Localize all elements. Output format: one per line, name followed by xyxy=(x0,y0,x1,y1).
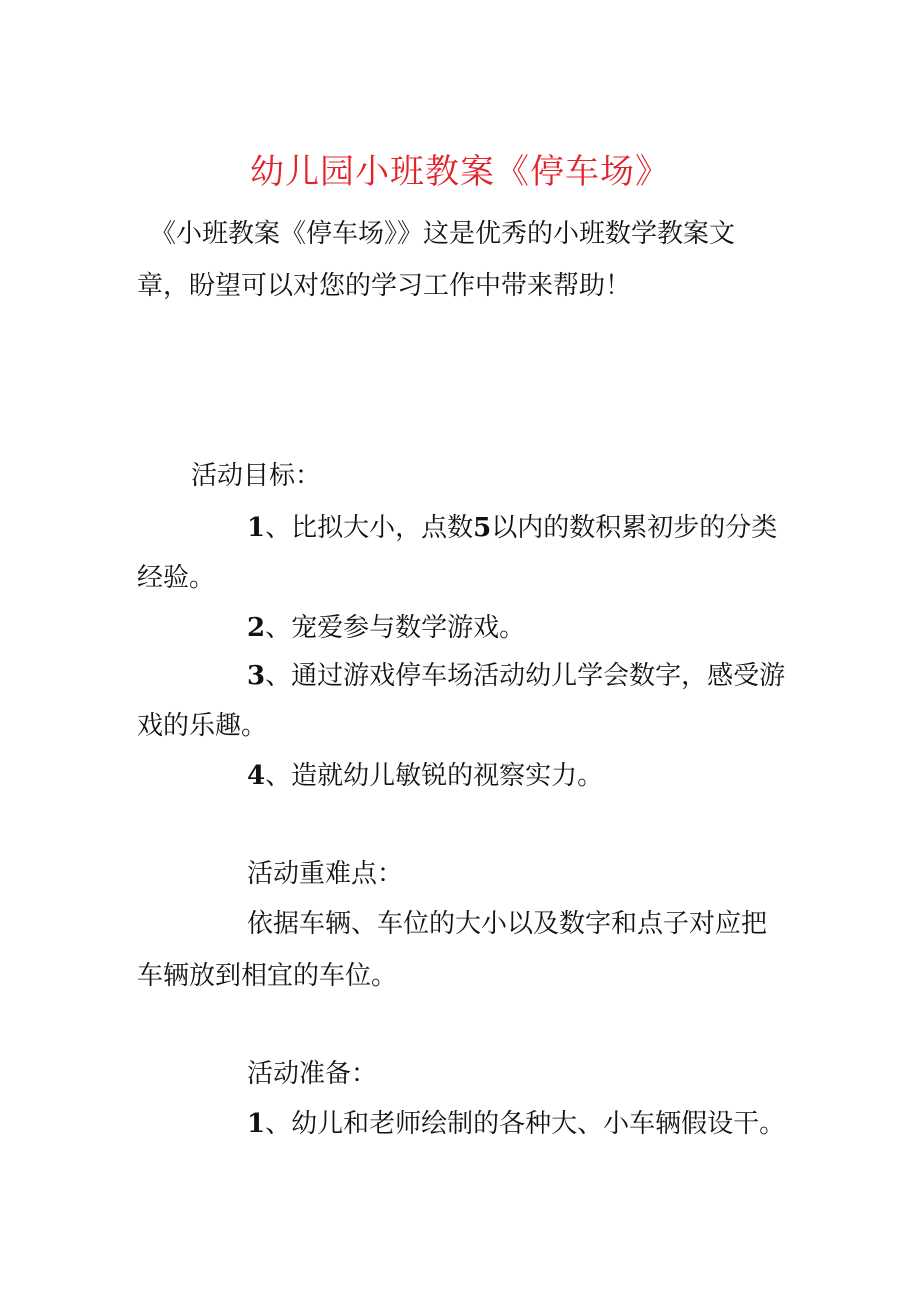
goal-item-3 xyxy=(247,660,785,692)
goal-item-2 xyxy=(247,612,525,644)
goal-item-1-text-2: 以内的数积累初步的分类 xyxy=(491,513,778,543)
goal-item-3-number: 3 xyxy=(247,661,266,691)
goal-item-2-text: 、宠爱参与数学游戏。 xyxy=(265,613,526,643)
goal-item-1-text: 、比拟大小，点数 xyxy=(265,513,474,543)
preparation-item-1-number: 1 xyxy=(247,1109,266,1139)
goal-item-4-text: 、造就幼儿敏锐的视察实力。 xyxy=(265,761,604,791)
key-points-line-1: 依据车辆、车位的大小以及数字和点子对应把 xyxy=(247,909,768,939)
key-points-heading: 活动重难点： xyxy=(247,859,404,889)
intro-line-1: 《小班教案《停车场》》这是优秀的小班数学教案文 xyxy=(150,219,736,249)
document-title: 幼儿园小班教案《停车场》 xyxy=(250,152,670,192)
preparation-item-1 xyxy=(247,1108,785,1140)
goal-item-2-number: 2 xyxy=(247,613,266,643)
goal-item-3-continuation: 戏的乐趣。 xyxy=(137,711,268,741)
intro-line-2: 章，盼望可以对您的学习工作中带来帮助！ xyxy=(137,271,632,301)
preparation-heading: 活动准备： xyxy=(247,1059,378,1089)
goals-heading: 活动目标： xyxy=(191,461,322,491)
goal-item-1-number: 1 xyxy=(247,513,266,543)
goal-item-4 xyxy=(247,760,603,792)
goal-item-1 xyxy=(247,512,777,544)
preparation-item-1-text: 、幼儿和老师绘制的各种大、小车辆假设干。 xyxy=(265,1109,786,1139)
goal-item-1-number-5: 5 xyxy=(473,513,492,543)
key-points-line-2: 车辆放到相宜的车位。 xyxy=(137,961,398,991)
goal-item-1-continuation: 经验。 xyxy=(137,563,216,593)
goal-item-4-number: 4 xyxy=(247,761,266,791)
goal-item-3-text: 、通过游戏停车场活动幼儿学会数字，感受游 xyxy=(265,661,786,691)
